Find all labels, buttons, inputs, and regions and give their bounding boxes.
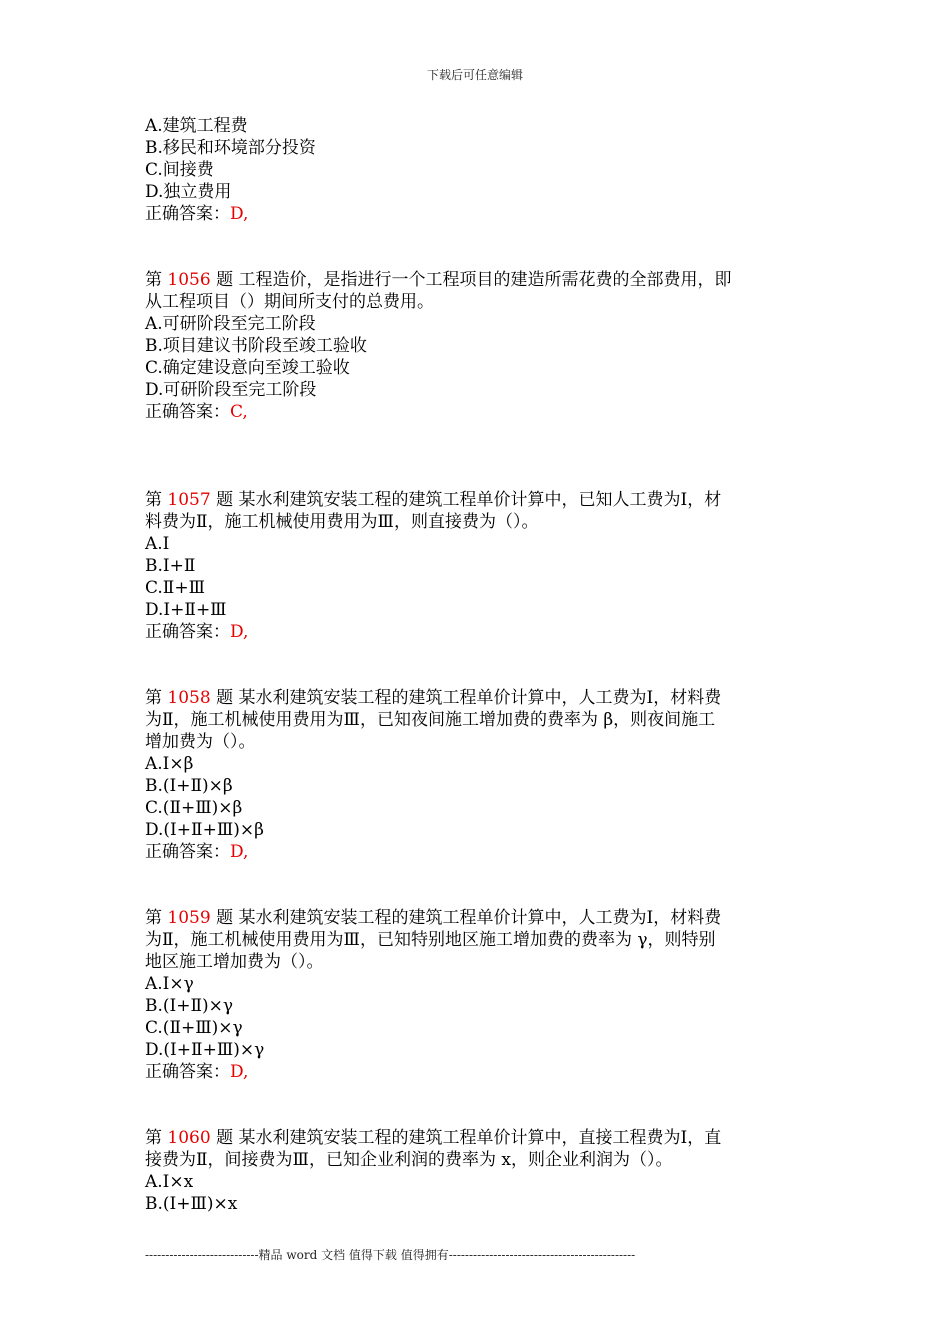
option-a: A.可研阶段至完工阶段: [145, 314, 316, 334]
answer-line: [145, 841, 810, 863]
page-header: 下载后可任意编辑: [426, 68, 523, 82]
question-text: 第 1059 题 某水利建筑安装工程的建筑工程单价计算中，人工费为Ⅰ，材料费: [145, 908, 722, 928]
question-text: 第 1058 题 某水利建筑安装工程的建筑工程单价计算中，人工费为Ⅰ，材料费: [145, 688, 722, 708]
option-c: C.Ⅱ+Ⅲ: [145, 578, 205, 598]
option-c: C.(Ⅱ+Ⅲ)×γ: [145, 1018, 243, 1038]
question-block-1058: [145, 687, 810, 863]
answer-label: 正确答案：: [145, 842, 230, 862]
option-d: D.可研阶段至完工阶段: [145, 380, 317, 400]
page-footer: ----------------------------精品 word 文档 值得下载 值得拥有----------------------------------------------: [145, 1248, 636, 1262]
option-b: B.Ⅰ+Ⅱ: [145, 556, 196, 576]
option-c: C.间接费: [145, 160, 214, 180]
option-b: B.项目建议书阶段至竣工验收: [145, 336, 367, 356]
answer-line: [145, 203, 810, 225]
option-b: B.(Ⅰ+Ⅱ)×γ: [145, 996, 234, 1016]
option-d: D.独立费用: [145, 182, 232, 202]
document-body: [145, 115, 810, 1215]
option-a: A.建筑工程费: [145, 116, 248, 136]
option-c: C.(Ⅱ+Ⅲ)×β: [145, 798, 243, 818]
question-number: 1060: [167, 1128, 211, 1148]
question-text-cont: 从工程项目（）期间所支付的总费用。: [145, 292, 434, 312]
option-a: A.Ⅰ×γ: [145, 974, 194, 994]
answer-label: 正确答案：: [145, 622, 230, 642]
question-block-1057: [145, 489, 810, 643]
question-text: 第 1056 题 工程造价，是指进行一个工程项目的建造所需花费的全部费用，即: [145, 270, 732, 290]
answer-line: [145, 621, 810, 643]
answer-label: 正确答案：: [145, 402, 230, 422]
question-block-1060: [145, 1127, 810, 1215]
option-b: B.(Ⅰ+Ⅲ)×x: [145, 1194, 238, 1214]
question-block-1059: [145, 907, 810, 1083]
question-number: 1059: [167, 908, 211, 928]
answer-label: 正确答案：: [145, 1062, 230, 1082]
option-a: A.Ⅰ×x: [145, 1172, 194, 1192]
question-text-cont: 地区施工增加费为（）。: [145, 952, 324, 972]
question-number: 1058: [167, 688, 211, 708]
question-text: 第 1057 题 某水利建筑安装工程的建筑工程单价计算中，已知人工费为Ⅰ，材: [145, 490, 722, 510]
option-a: A.Ⅰ: [145, 534, 170, 554]
question-text-cont: 为Ⅱ，施工机械使用费用为Ⅲ，已知特别地区施工增加费的费率为 γ，则特别: [145, 930, 716, 950]
option-a: A.Ⅰ×β: [145, 754, 194, 774]
question-text-cont: 为Ⅱ，施工机械使用费用为Ⅲ，已知夜间施工增加费的费率为 β，则夜间施工: [145, 710, 716, 730]
answer-line: [145, 401, 810, 423]
answer-value: D,: [230, 204, 249, 224]
question-number: 1056: [167, 270, 211, 290]
option-b: B.移民和环境部分投资: [145, 138, 316, 158]
question-text: 第 1060 题 某水利建筑安装工程的建筑工程单价计算中，直接工程费为Ⅰ，直: [145, 1128, 722, 1148]
question-block-1056: [145, 269, 810, 423]
answer-label: 正确答案：: [145, 204, 230, 224]
option-b: B.(Ⅰ+Ⅱ)×β: [145, 776, 233, 796]
option-d: D.Ⅰ+Ⅱ+Ⅲ: [145, 600, 227, 620]
option-d: D.(Ⅰ+Ⅱ+Ⅲ)×β: [145, 820, 264, 840]
answer-value: D,: [230, 1062, 249, 1082]
answer-value: D,: [230, 622, 249, 642]
question-block-prev: [145, 115, 810, 225]
question-text-cont: 接费为Ⅱ，间接费为Ⅲ，已知企业利润的费率为 x，则企业利润为（）。: [145, 1150, 673, 1170]
option-d: D.(Ⅰ+Ⅱ+Ⅲ)×γ: [145, 1040, 265, 1060]
answer-line: [145, 1061, 810, 1083]
question-number: 1057: [167, 490, 211, 510]
answer-value: D,: [230, 842, 249, 862]
answer-value: C,: [230, 402, 248, 422]
question-text-cont: 增加费为（）。: [145, 732, 256, 752]
question-text-cont: 料费为Ⅱ，施工机械使用费用为Ⅲ，则直接费为（）。: [145, 512, 539, 532]
option-c: C.确定建设意向至竣工验收: [145, 358, 350, 378]
